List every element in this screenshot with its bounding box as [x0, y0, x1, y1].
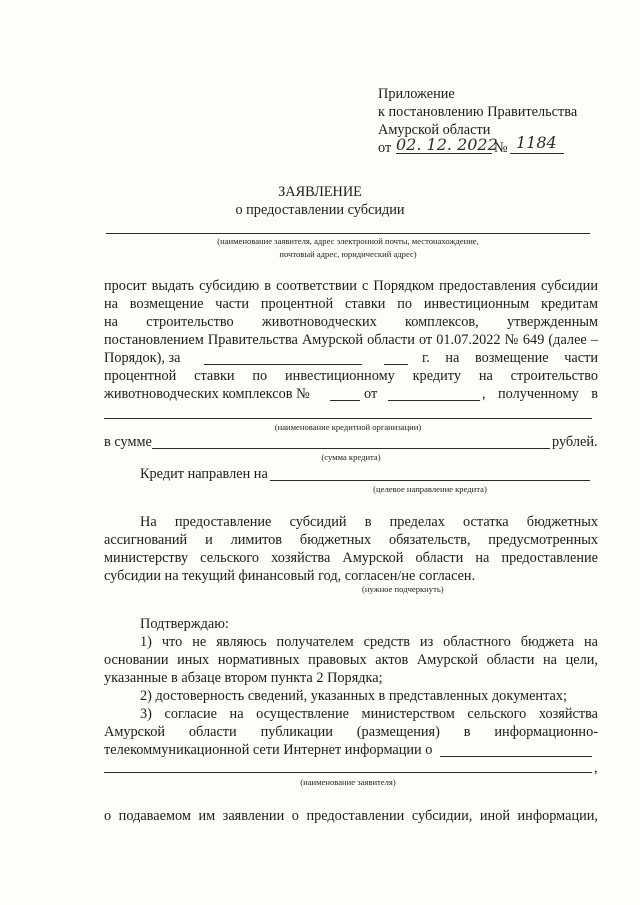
amount-caption: (сумма кредита) — [321, 452, 381, 462]
confirm-item-1-line-3: указанные в абзаце втором пункта 2 Порядка; — [104, 670, 383, 686]
confirm-item-3-line-1: 3) согласие на осуществление министерством сельского хозяйства — [140, 706, 598, 722]
purpose-prefix: Кредит направлен на — [140, 466, 268, 482]
appendix-number-label: № — [494, 140, 508, 156]
purpose-field-line — [270, 480, 590, 481]
applicant-name-caption: (наименование заявителя) — [300, 777, 396, 787]
amount-field-line — [152, 448, 550, 449]
confirm-item-3-line-3: телекоммуникационной сети Интернет информации о — [104, 742, 433, 758]
body-line-1: просит выдать субсидию в соответствии с Порядком предоставления субсидии — [104, 278, 598, 294]
confirm-item-2: 2) достоверность сведений, указанных в представленных документах; — [140, 688, 567, 704]
confirm-heading: Подтверждаю: — [140, 616, 229, 632]
body-line-2: на возмещение части процентной ставки по инвестиционным кредитам — [104, 296, 598, 312]
amount-suffix: рублей. — [552, 434, 598, 450]
amount-prefix: в сумме — [104, 434, 152, 450]
consent-line-3: министерству сельского хозяйства Амурской области на предоставление — [104, 550, 598, 566]
body-line-4: постановлением Правительства Амурской области от 01.07.2022 № 649 (далее – — [104, 332, 598, 348]
date-underline — [396, 153, 492, 154]
applicant-caption-1: (наименование заявителя, адрес электронной почты, местонахождение, — [217, 236, 479, 246]
contract-date-field-line — [388, 400, 480, 401]
purpose-caption: (целевое направление кредита) — [373, 484, 487, 494]
confirm-item-3-line-2: Амурской области публикации (размещения) в информационно- — [104, 724, 598, 740]
body-line-5-end: г. на возмещение части — [422, 350, 598, 366]
number-underline — [510, 153, 564, 154]
confirm-item-1-line-2: основании иных нормативных правовых актов Амурской области на цели, — [104, 652, 598, 668]
body-line-6: процентной ставки по инвестиционному кредиту на строительство — [104, 368, 598, 384]
body-line-5-start: Порядок), за — [104, 350, 181, 366]
bank-field-line — [104, 418, 592, 419]
appendix-line-3: Амурской области — [378, 122, 491, 138]
document-subtitle: о предоставлении субсидии — [235, 202, 405, 218]
consent-line-1: На предоставление субсидий в пределах остатка бюджетных — [140, 514, 598, 530]
body-line-7-from: от — [364, 386, 378, 402]
contract-number-field-line — [330, 400, 360, 401]
applicant-name-field-line — [104, 772, 592, 773]
consent-line-4: субсидии на текущий финансовый год, согласен/не согласен. — [104, 568, 476, 584]
handwritten-date: 02. 12. 2022 — [396, 135, 498, 154]
year-field-line — [384, 364, 408, 365]
appendix-line-1: Приложение — [378, 86, 455, 102]
body-line-7-end: , полученному в — [482, 386, 598, 402]
handwritten-number: 1184 — [516, 133, 557, 152]
consent-caption: (нужное подчеркнуть) — [362, 584, 444, 594]
last-line: о подаваемом им заявлении о предоставлении субсидии, иной информации, — [104, 808, 598, 824]
applicant-name-comma: , — [594, 760, 598, 776]
info-field-line — [440, 756, 592, 757]
applicant-field-line — [106, 233, 590, 234]
appendix-line-2: к постановлению Правительства — [378, 104, 578, 120]
consent-line-2: ассигнований и лимитов бюджетных обязательств, предусмотренных — [104, 532, 598, 548]
confirm-item-1-line-1: 1) что не являюсь получателем средств из областного бюджета на — [140, 634, 598, 650]
body-line-7-start: животноводческих комплексов № — [104, 386, 310, 402]
body-line-3: на строительство животноводческих комплексов, утвержденным — [104, 314, 598, 330]
appendix-from-label: от — [378, 140, 392, 156]
bank-caption: (наименование кредитной организации) — [274, 422, 422, 432]
period-field-line — [204, 364, 362, 365]
applicant-caption-2: почтовый адрес, юридический адрес) — [279, 249, 417, 259]
document-title: ЗАЯВЛЕНИЕ — [278, 184, 362, 200]
